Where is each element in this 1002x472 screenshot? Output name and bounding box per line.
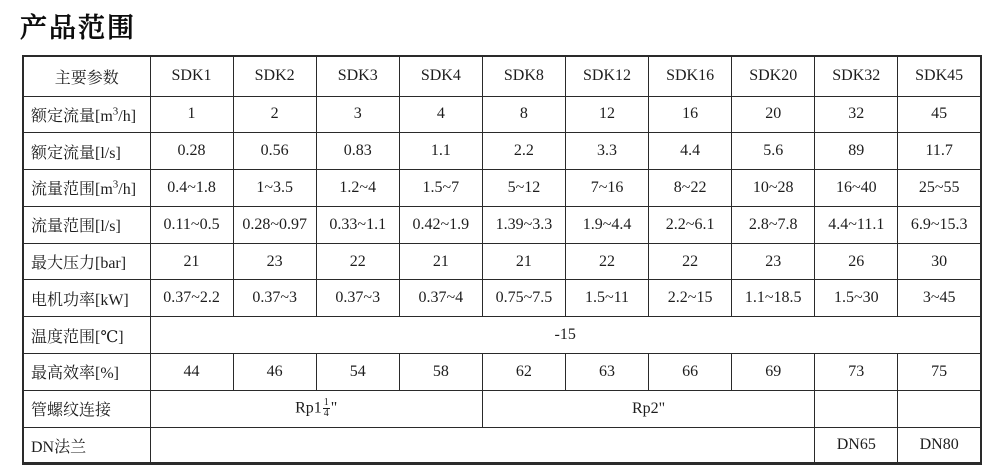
table-cell: 2 [233,96,316,133]
table-cell: 2.8~7.8 [732,206,815,243]
table-cell: 1.9~4.4 [565,206,648,243]
table-cell: 1.5~11 [565,280,648,317]
row-label: DN法兰 [23,427,150,464]
table-cell: 1.39~3.3 [482,206,565,243]
product-range-table [22,55,982,465]
table-cell: 25~55 [898,170,981,207]
table-cell: 54 [316,354,399,391]
table-cell: DN80 [898,427,981,464]
table-cell: 1.1 [399,133,482,170]
table-cell: 4 [399,96,482,133]
table-cell: 58 [399,354,482,391]
row-label: 电机功率[kW] [23,280,150,317]
table-cell: 0.37~3 [233,280,316,317]
table-cell: 16~40 [815,170,898,207]
table-cell: 1.1~18.5 [732,280,815,317]
table-cell: 3.3 [565,133,648,170]
table-cell: 46 [233,354,316,391]
table-header-cell: SDK32 [815,56,898,96]
table-cell: 8~22 [649,170,732,207]
table-cell: 12 [565,96,648,133]
table-cell: 0.37~2.2 [150,280,233,317]
table-cell: 0.28 [150,133,233,170]
table-cell: 10~28 [732,170,815,207]
table-cell: 69 [732,354,815,391]
table-cell: 3~45 [898,280,981,317]
table-cell: 22 [565,243,648,280]
table-cell: 1~3.5 [233,170,316,207]
table-cell: 20 [732,96,815,133]
table-cell: 8 [482,96,565,133]
table-header-cell: SDK20 [732,56,815,96]
table-body [23,96,981,464]
table-cell: 11.7 [898,133,981,170]
table-cell: 1.5~30 [815,280,898,317]
row-label: 额定流量$[m^3/h]$ [23,96,150,133]
table-header-param: 主要参数 [23,56,150,96]
stacked-fraction: $\frac{1}{4}$ [323,396,329,420]
table-cell: 23 [233,243,316,280]
table-header-cell: SDK2 [233,56,316,96]
table-header-cell: SDK3 [316,56,399,96]
table-cell [815,390,898,427]
table-cell: 0.4~1.8 [150,170,233,207]
table-header-cell: SDK4 [399,56,482,96]
table-cell: 45 [898,96,981,133]
table-header-cell: SDK45 [898,56,981,96]
page-title: 产品范围 [20,13,136,43]
table-cell: 0.33~1.1 [316,206,399,243]
row-label: 流量范围[l/s] [23,206,150,243]
row-label: 流量范围$[m^3/h]$ [23,170,150,207]
table-cell [150,427,815,464]
table-cell: 21 [482,243,565,280]
table-header-cell: SDK12 [565,56,648,96]
table-cell: DN65 [815,427,898,464]
row-label: 温度范围[℃] [23,317,150,354]
table-cell: 21 [150,243,233,280]
table-row [23,427,981,464]
table-cell: 63 [565,354,648,391]
table-row [23,133,981,170]
table-cell: 89 [815,133,898,170]
table-row [23,390,981,427]
table-cell: 62 [482,354,565,391]
table-header-cell: SDK16 [649,56,732,96]
table-cell: 44 [150,354,233,391]
table-cell: 1 [150,96,233,133]
row-label: 最高效率[%] [23,354,150,391]
table-cell: 75 [898,354,981,391]
table-cell: 22 [316,243,399,280]
table-cell: 21 [399,243,482,280]
table-cell: 0.75~7.5 [482,280,565,317]
table-cell: 6.9~15.3 [898,206,981,243]
table-cell: 4.4 [649,133,732,170]
table-cell: 32 [815,96,898,133]
table-row [23,206,981,243]
row-label: 额定流量[l/s] [23,133,150,170]
table-cell: 4.4~11.1 [815,206,898,243]
table-row [23,170,981,207]
table-cell: 26 [815,243,898,280]
table-cell: 23 [732,243,815,280]
row-label: 管螺纹连接 [23,390,150,427]
table-cell: Rp2" [482,390,814,427]
table-cell: 2.2 [482,133,565,170]
table-cell: 22 [649,243,732,280]
table-cell: Rp1 $\frac{1}{4}$ " [150,390,482,427]
table-cell: 0.56 [233,133,316,170]
table-cell: 73 [815,354,898,391]
table-cell: 5.6 [732,133,815,170]
table-cell: 16 [649,96,732,133]
table-cell: 0.83 [316,133,399,170]
table-header-cell: SDK8 [482,56,565,96]
table-cell: 0.11~0.5 [150,206,233,243]
row-label: 最大压力[bar] [23,243,150,280]
table-cell: 1.5~7 [399,170,482,207]
table-cell: 7~16 [565,170,648,207]
table-row [23,280,981,317]
table-cell: -15 [150,317,981,354]
table-header-row [23,56,981,96]
table-row [23,317,981,354]
table-cell [898,390,981,427]
table-cell: 0.37~4 [399,280,482,317]
table-cell: 2.2~6.1 [649,206,732,243]
table-cell: 66 [649,354,732,391]
table-cell: 0.37~3 [316,280,399,317]
table-cell: 30 [898,243,981,280]
table-cell: 5~12 [482,170,565,207]
table-cell: 1.2~4 [316,170,399,207]
table-cell: 0.42~1.9 [399,206,482,243]
table-cell: 3 [316,96,399,133]
table-row [23,354,981,391]
table-cell: 0.28~0.97 [233,206,316,243]
table-row [23,243,981,280]
table-cell: 2.2~15 [649,280,732,317]
table-header-cell: SDK1 [150,56,233,96]
table-head [23,56,981,96]
table-row [23,96,981,133]
